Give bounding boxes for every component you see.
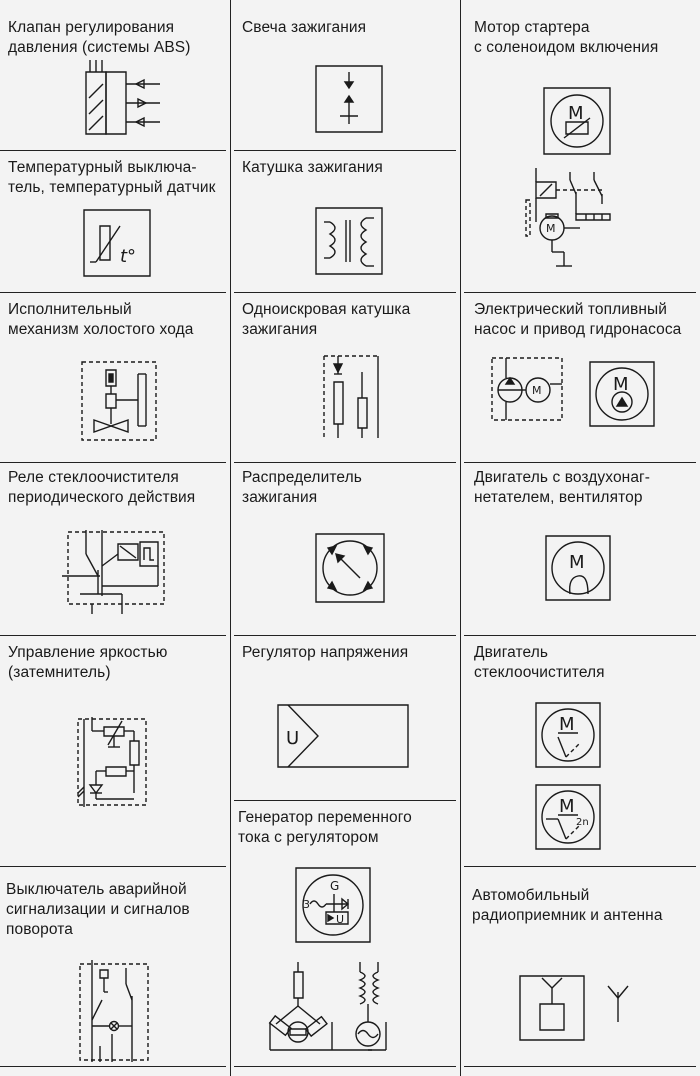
- radio-symbol: [520, 976, 586, 1042]
- distributor-cell: [230, 462, 460, 635]
- dimmer-symbol: [74, 717, 154, 809]
- idle-actuator-symbol: [80, 360, 162, 442]
- radio-antenna-cell: [460, 866, 700, 1066]
- temp-switch-cell: [0, 150, 230, 292]
- temperature-glyph: t°: [120, 246, 137, 267]
- hydraulic-pump-symbol: [590, 362, 656, 428]
- spark-plug-cell: [230, 0, 460, 150]
- alternator-symbol: [296, 868, 372, 944]
- ignition-coil-cell: [230, 150, 460, 292]
- blower-motor-label: Двигатель с воздухонаг- нетателем, вентилятор: [474, 469, 651, 506]
- starter-motor-symbol: [544, 88, 610, 156]
- phase-count-glyph: 3: [303, 898, 310, 911]
- spark-plug-symbol: [316, 66, 382, 134]
- fuel-pump-symbol: [490, 354, 568, 424]
- abs-valve-cell: [0, 0, 230, 150]
- idle-actuator-cell: [0, 292, 230, 462]
- starter-circuit-symbol: [520, 168, 620, 272]
- starter-motor-label: Мотор стартера с соленоидом включения: [474, 19, 659, 56]
- temp-switch-symbol: [84, 210, 150, 278]
- idle-actuator-label: Исполнительный механизм холостого хода: [8, 301, 194, 338]
- alternator-label: Генератор переменного тока с регулятором: [238, 809, 412, 846]
- wiper-relay-cell: [0, 462, 230, 635]
- fuel-pump-label: Электрический топливный насос и привод гидронасоса: [474, 301, 682, 338]
- temp-switch-label: Температурный выключа- тель, температурный датчик: [8, 159, 216, 196]
- motor-glyph-blower: M: [569, 552, 585, 573]
- voltage-glyph: U: [286, 728, 300, 749]
- blower-motor-cell: [460, 462, 700, 635]
- motor-glyph-pump: M: [532, 384, 542, 397]
- dimmer-cell: [0, 635, 230, 866]
- abs-valve-label: Клапан регулирования давления (системы ABS): [8, 19, 191, 56]
- single-spark-coil-symbol: [322, 352, 388, 442]
- row-divider: [0, 1066, 226, 1067]
- starter-motor-cell: [460, 0, 700, 292]
- fuel-pump-cell: [460, 292, 700, 462]
- motor-glyph-wiper: M: [559, 714, 575, 735]
- radio-antenna-label: Автомобильный радиоприемник и антенна: [472, 887, 663, 924]
- voltage-glyph-small: U: [336, 913, 345, 926]
- ignition-coil-symbol: [316, 208, 382, 276]
- voltage-regulator-cell: [230, 635, 460, 800]
- row-divider: [234, 1066, 456, 1067]
- wiper-relay-label: Реле стеклоочистителя периодического действия: [8, 469, 196, 506]
- alternator-cell: [230, 800, 460, 1066]
- motor-glyph: M: [568, 103, 584, 124]
- single-spark-coil-cell: [230, 292, 460, 462]
- motor-glyph-small: M: [546, 222, 556, 235]
- distributor-symbol: [316, 534, 386, 604]
- single-spark-coil-label: Одноискровая катушка зажигания: [242, 301, 411, 338]
- row-divider: [464, 1066, 696, 1067]
- hazard-switch-label: Выключатель аварийной сигнализации и сигналов поворота: [6, 881, 190, 938]
- two-speed-glyph: 2n: [576, 817, 589, 828]
- wiper-motor-cell: [460, 635, 700, 866]
- alternator-winding-symbols: [266, 962, 426, 1058]
- distributor-label: Распределитель зажигания: [242, 469, 362, 506]
- ignition-coil-label: Катушка зажигания: [242, 159, 383, 176]
- wiper-motor-symbol: [536, 703, 602, 769]
- antenna-symbol: [606, 984, 630, 1024]
- voltage-regulator-symbol: [278, 705, 410, 769]
- hazard-switch-cell: [0, 866, 230, 1066]
- voltage-regulator-label: Регулятор напряжения: [242, 644, 409, 661]
- spark-plug-label: Свеча зажигания: [242, 19, 367, 36]
- wiper-motor-two-speed-symbol: [536, 785, 602, 851]
- blower-motor-symbol: [546, 536, 612, 602]
- abs-valve-symbol: [78, 60, 168, 140]
- hazard-switch-symbol: [76, 960, 158, 1064]
- wiper-motor-label: Двигатель стеклоочистителя: [474, 644, 605, 681]
- wiper-relay-symbol: [62, 530, 172, 614]
- motor-glyph-hydraulic: M: [613, 374, 629, 395]
- motor-glyph-two-speed: M: [559, 796, 575, 817]
- dimmer-label: Управление яркостью (затемнитель): [8, 644, 168, 681]
- generator-glyph: G: [330, 879, 340, 893]
